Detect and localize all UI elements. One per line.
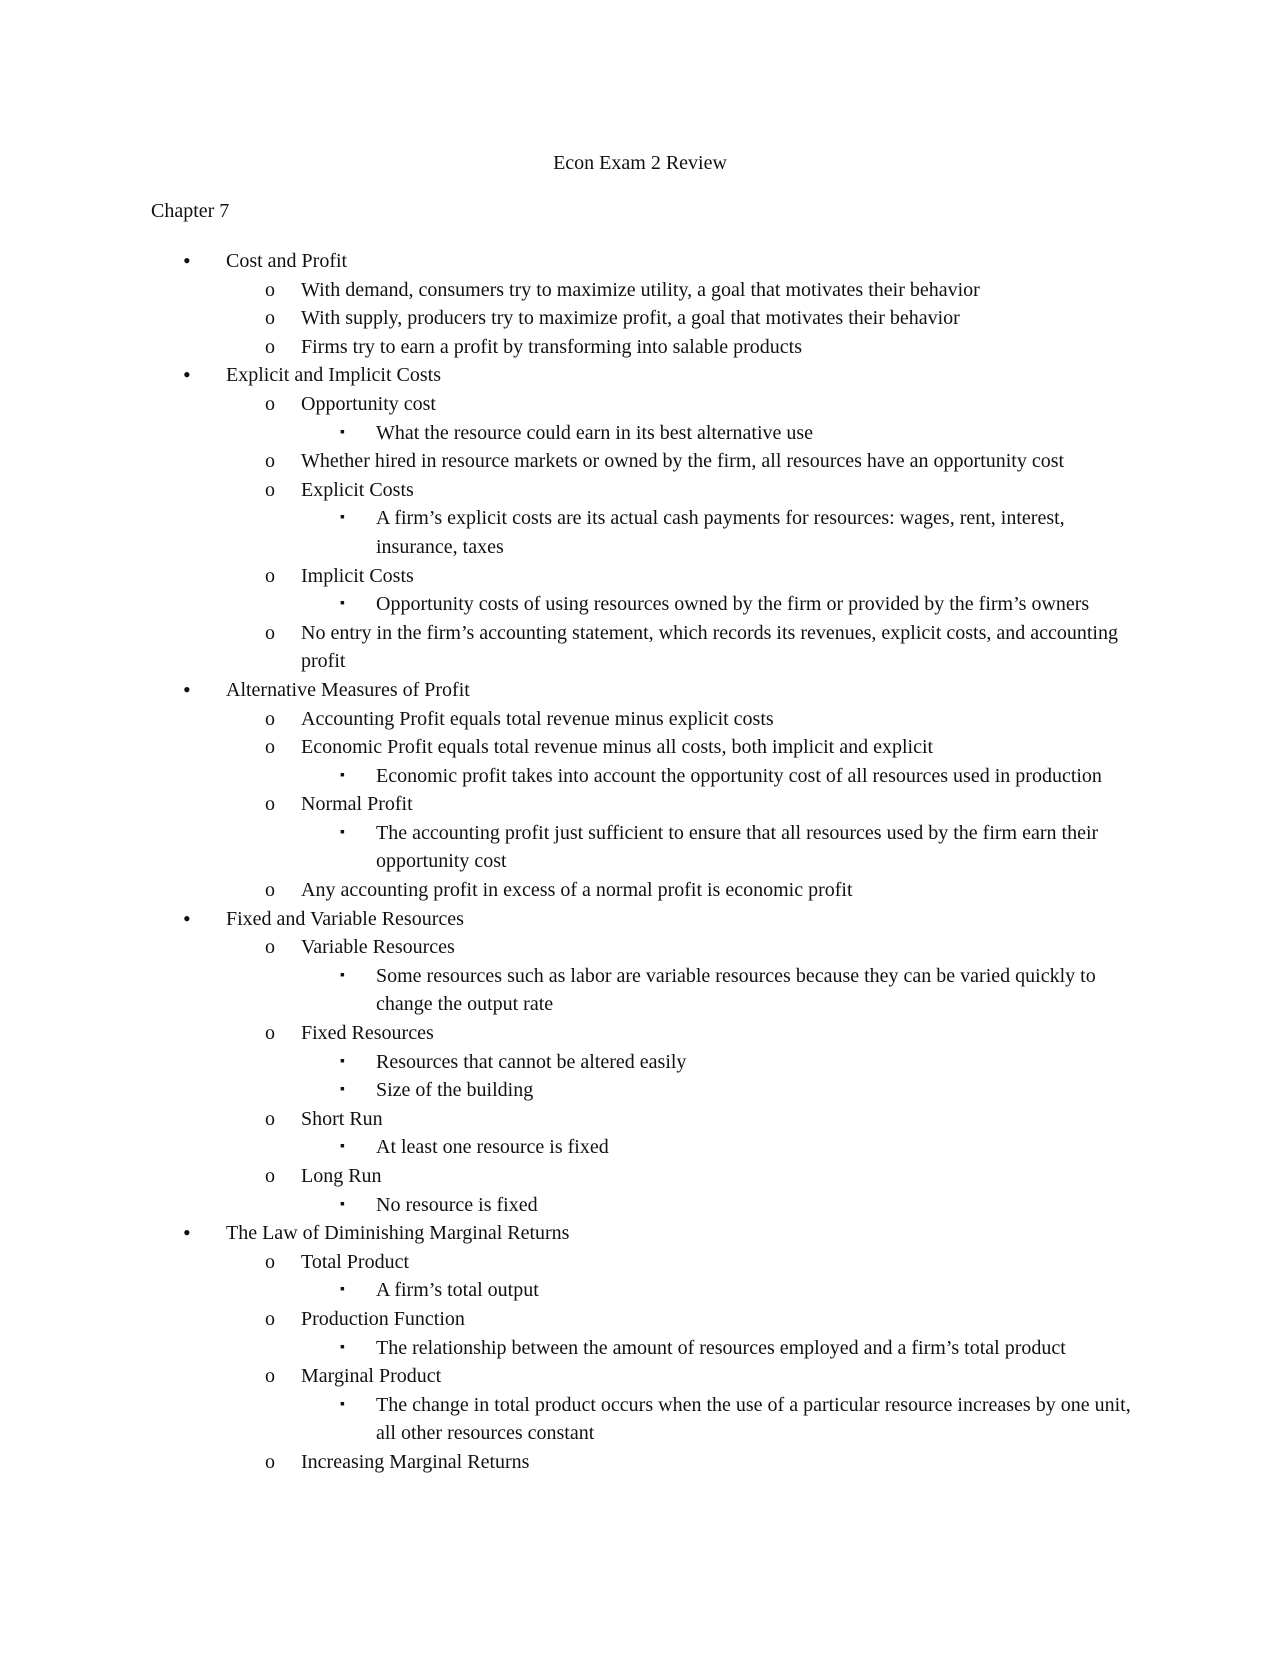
circle-marker: o bbox=[265, 621, 275, 644]
outline-item-level-1 bbox=[0, 905, 1280, 934]
outline-item-text: With supply, producers try to maximize profit, a goal that motivates their behavior bbox=[301, 307, 960, 330]
circle-marker: o bbox=[265, 1450, 275, 1473]
outline-item-level-1 bbox=[0, 361, 1280, 390]
outline-item-text: What the resource could earn in its best alternative use bbox=[376, 421, 814, 444]
square-marker: ▪ bbox=[340, 424, 345, 440]
outline-item-text: Alternative Measures of Profit bbox=[226, 678, 470, 701]
outline-item-text: The accounting profit just sufficient to ensure that all resources used by the firm earn their opportunity cost bbox=[376, 821, 1099, 873]
circle-marker: o bbox=[265, 1365, 275, 1388]
outline-item-text: A firm’s total output bbox=[376, 1279, 539, 1302]
outline-item-text: Opportunity cost bbox=[301, 392, 436, 415]
square-marker: ▪ bbox=[340, 967, 345, 983]
circle-marker: o bbox=[265, 736, 275, 759]
chapter-heading: Chapter 7 bbox=[151, 200, 230, 222]
outline-item-level-2 bbox=[0, 447, 1280, 476]
outline-item-level-2 bbox=[0, 705, 1280, 734]
circle-marker: o bbox=[265, 1107, 275, 1130]
square-marker: ▪ bbox=[340, 1196, 345, 1212]
outline-item-text: Normal Profit bbox=[301, 793, 413, 816]
outline-item-text: Variable Resources bbox=[301, 936, 455, 959]
outline-item-text: Size of the building bbox=[376, 1079, 534, 1102]
outline-list bbox=[0, 247, 1280, 1477]
outline-item-text: The change in total product occurs when the use of a particular resource increases by one unit, all other resources constant bbox=[376, 1393, 1131, 1445]
outline-item-text: Accounting Profit equals total revenue minus explicit costs bbox=[301, 707, 774, 730]
bullet-marker: • bbox=[183, 362, 191, 388]
outline-item-text: Implicit Costs bbox=[301, 564, 414, 587]
square-marker: ▪ bbox=[340, 596, 345, 612]
outline-item-level-1 bbox=[0, 1219, 1280, 1248]
outline-item-level-3 bbox=[0, 1076, 1280, 1105]
square-marker: ▪ bbox=[340, 1282, 345, 1298]
outline-item-text: Opportunity costs of using resources owned by the firm or provided by the firm’s owners bbox=[376, 593, 1090, 616]
circle-marker: o bbox=[265, 1250, 275, 1273]
outline-item-text: Long Run bbox=[301, 1165, 382, 1187]
square-marker: ▪ bbox=[340, 1339, 345, 1355]
circle-marker: o bbox=[265, 335, 275, 358]
outline-item-text: With demand, consumers try to maximize utility, a goal that motivates their behavior bbox=[301, 278, 980, 301]
outline-item-level-3 bbox=[0, 1334, 1280, 1363]
outline-item-text: Short Run bbox=[301, 1107, 383, 1130]
outline-item-level-3 bbox=[0, 762, 1280, 791]
outline-item-text: The Law of Diminishing Marginal Returns bbox=[226, 1222, 570, 1245]
outline-item-level-2 bbox=[0, 476, 1280, 505]
outline-item-text: Any accounting profit in excess of a normal profit is economic profit bbox=[301, 879, 853, 902]
outline-item-level-3 bbox=[0, 419, 1280, 448]
outline-item-text: No resource is fixed bbox=[376, 1193, 538, 1216]
outline-item-text: Some resources such as labor are variable resources because they can be varied quickly to change the output rate bbox=[376, 964, 1096, 1016]
circle-marker: o bbox=[265, 564, 275, 587]
outline-item-level-3 bbox=[0, 1133, 1280, 1162]
outline-item-level-2 bbox=[0, 1362, 1280, 1391]
outline-item-level-2 bbox=[0, 1162, 1280, 1191]
outline-item-level-3 bbox=[0, 1191, 1280, 1220]
circle-marker: o bbox=[265, 278, 275, 301]
outline-item-level-3 bbox=[0, 1276, 1280, 1305]
bullet-marker: • bbox=[183, 905, 191, 931]
outline-item-text: The relationship between the amount of resources employed and a firm’s total product bbox=[376, 1336, 1066, 1359]
outline-item-level-2 bbox=[0, 1448, 1280, 1477]
outline-item-text: Fixed Resources bbox=[301, 1022, 434, 1045]
outline-item-text: At least one resource is fixed bbox=[376, 1136, 609, 1159]
bullet-marker: • bbox=[183, 676, 191, 702]
circle-marker: o bbox=[265, 450, 275, 473]
circle-marker: o bbox=[265, 707, 275, 730]
outline-item-level-2 bbox=[0, 276, 1280, 305]
outline-item-text: Resources that cannot be altered easily bbox=[376, 1050, 687, 1073]
outline-item-level-2 bbox=[0, 933, 1280, 962]
outline-item-text: Cost and Profit bbox=[226, 250, 348, 272]
outline-item-level-2 bbox=[0, 1248, 1280, 1277]
outline-item-text: Economic Profit equals total revenue minus all costs, both implicit and explicit bbox=[301, 736, 934, 759]
outline-item-level-2 bbox=[0, 1105, 1280, 1134]
outline-item-level-3 bbox=[0, 590, 1280, 619]
outline-item-text: Total Product bbox=[301, 1250, 410, 1273]
outline-item-level-2 bbox=[0, 619, 1280, 676]
outline-item-text: Firms try to earn a profit by transforming into salable products bbox=[301, 335, 803, 358]
square-marker: ▪ bbox=[340, 767, 345, 783]
outline-item-level-2 bbox=[0, 304, 1280, 333]
document-title: Econ Exam 2 Review bbox=[553, 152, 727, 174]
circle-marker: o bbox=[265, 936, 275, 959]
outline-item-level-2 bbox=[0, 790, 1280, 819]
outline-item-level-1 bbox=[0, 676, 1280, 705]
outline-item-level-3 bbox=[0, 962, 1280, 1019]
outline-item-level-2 bbox=[0, 333, 1280, 362]
circle-marker: o bbox=[265, 793, 275, 816]
circle-marker: o bbox=[265, 478, 275, 501]
circle-marker: o bbox=[265, 1022, 275, 1045]
outline-item-level-2 bbox=[0, 876, 1280, 905]
circle-marker: o bbox=[265, 1307, 275, 1330]
outline-item-level-2 bbox=[0, 390, 1280, 419]
outline-item-text: Increasing Marginal Returns bbox=[301, 1450, 530, 1473]
square-marker: ▪ bbox=[340, 824, 345, 840]
square-marker: ▪ bbox=[340, 1139, 345, 1155]
outline-item-text: No entry in the firm’s accounting statement, which records its revenues, explicit costs, and accounting profit bbox=[301, 621, 1118, 673]
circle-marker: o bbox=[265, 392, 275, 415]
square-marker: ▪ bbox=[340, 1053, 345, 1069]
outline-item-text: Economic profit takes into account the opportunity cost of all resources used in production bbox=[376, 764, 1102, 787]
outline-item-level-2 bbox=[0, 1019, 1280, 1048]
bullet-marker: • bbox=[183, 248, 191, 273]
outline-item-level-3 bbox=[0, 1048, 1280, 1077]
square-marker: ▪ bbox=[340, 510, 345, 526]
outline-item-level-2 bbox=[0, 1305, 1280, 1334]
outline-item-text: Whether hired in resource markets or owned by the firm, all resources have an opportunity cost bbox=[301, 450, 1065, 473]
outline-item-text: Explicit Costs bbox=[301, 478, 414, 501]
outline-item-text: Fixed and Variable Resources bbox=[226, 907, 464, 930]
outline-item-text: Marginal Product bbox=[301, 1365, 442, 1388]
outline-item-level-2 bbox=[0, 733, 1280, 762]
outline-item-level-3 bbox=[0, 1391, 1280, 1448]
outline-item-level-3 bbox=[0, 504, 1280, 561]
circle-marker: o bbox=[265, 879, 275, 902]
circle-marker: o bbox=[265, 1165, 275, 1187]
outline-item-text: Explicit and Implicit Costs bbox=[226, 364, 441, 387]
bullet-marker: • bbox=[183, 1220, 191, 1246]
outline-item-level-3 bbox=[0, 819, 1280, 876]
square-marker: ▪ bbox=[340, 1396, 345, 1412]
outline-item-text: Production Function bbox=[301, 1307, 465, 1330]
outline-item-level-2 bbox=[0, 562, 1280, 591]
circle-marker: o bbox=[265, 307, 275, 330]
outline-item-level-1 bbox=[0, 247, 1280, 276]
outline-item-text: A firm’s explicit costs are its actual cash payments for resources: wages, rent, interest, insurance, taxes bbox=[376, 507, 1065, 558]
square-marker: ▪ bbox=[340, 1082, 345, 1098]
